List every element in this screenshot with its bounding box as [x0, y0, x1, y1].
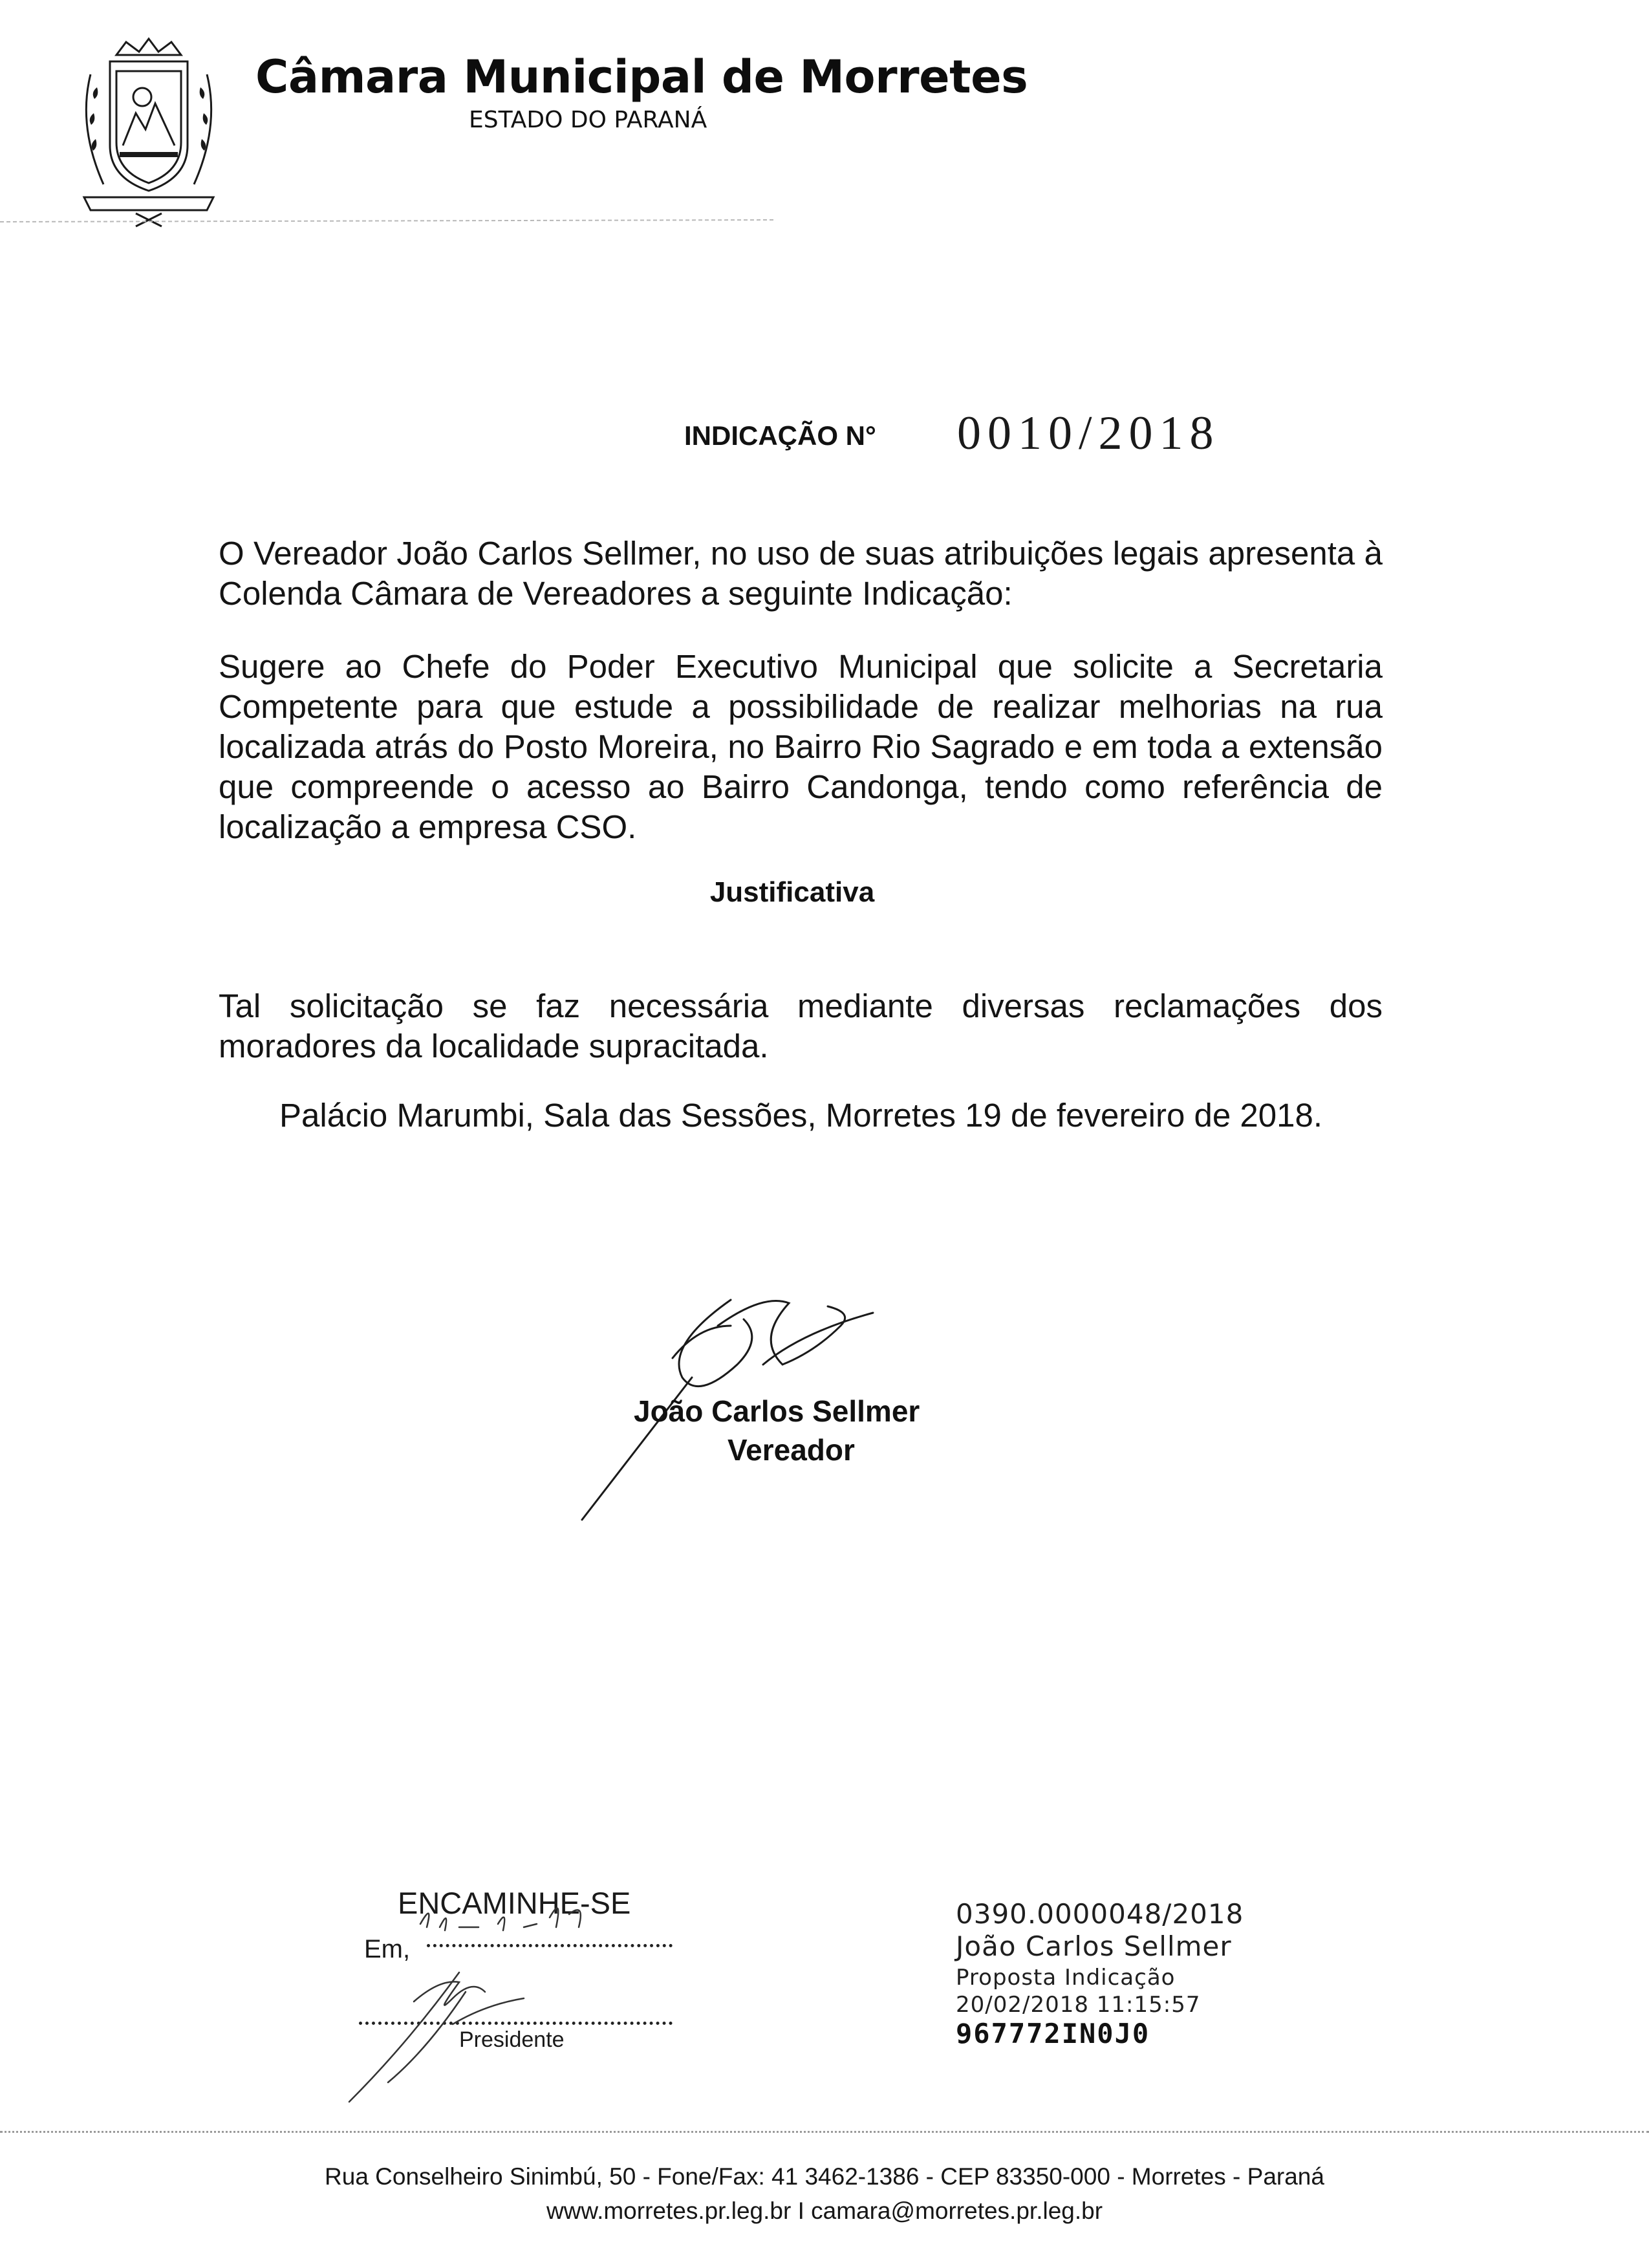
- org-name: Câmara Municipal de Morretes: [255, 50, 1028, 103]
- signer-role: Vereador: [727, 1433, 855, 1467]
- municipal-crest-logo: [65, 36, 233, 230]
- justification-paragraph: Tal solicitação se faz necessária mediante diversas reclamações dos moradores da localidade supracitada.: [219, 988, 1383, 1064]
- header-divider: [0, 219, 776, 225]
- stamp-handwriting: [330, 1863, 718, 2108]
- org-state: ESTADO DO PARANÁ: [469, 107, 707, 133]
- footer-divider: [0, 2131, 1649, 2135]
- intro-paragraph: O Vereador João Carlos Sellmer, no uso de suas atribuições legais apresenta à Colenda Câmara de Vereadores a seguinte Indicação:: [219, 535, 1383, 612]
- request-paragraph: Sugere ao Chefe do Poder Executivo Municipal que solicite a Secretaria Competente para que estude a possibilidade de realizar melhorias na rua localizada atrás do Posto Moreira, no Bairro Rio Sagrado e em toda a extensão que compreende o acesso ao Bairro Candonga, tendo como referência de localização a empresa CSO.: [219, 648, 1383, 845]
- protocol-type: Proposta Indicação: [956, 1965, 1176, 1991]
- indicacao-number: 0010/2018: [957, 407, 1220, 460]
- stamp-title: ENCAMINHE-SE: [398, 1886, 631, 1920]
- stamp-date-label: Em,: [364, 1935, 411, 1963]
- protocol-code: 967772IN0J0: [956, 2018, 1150, 2049]
- place-date-line: Palácio Marumbi, Sala das Sessões, Morretes 19 de fevereiro de 2018.: [279, 1097, 1323, 1134]
- indicacao-label: INDICAÇÃO N°: [684, 420, 876, 451]
- stamp-role: Presidente: [459, 2027, 565, 2052]
- protocol-datetime: 20/02/2018 11:15:57: [956, 1992, 1201, 2018]
- justification-heading: Justificativa: [709, 876, 875, 908]
- footer-address: Rua Conselheiro Sinimbú, 50 - Fone/Fax: 41 3462-1386 - CEP 83350-000 - Morretes - Paraná: [325, 2163, 1324, 2190]
- signer-name: João Carlos Sellmer: [634, 1394, 920, 1428]
- footer-contact: www.morretes.pr.leg.br I camara@morretes.pr.leg.br: [546, 2198, 1103, 2224]
- protocol-number: 0390.0000048/2018: [956, 1898, 1244, 1930]
- protocol-author: João Carlos Sellmer: [956, 1930, 1232, 1962]
